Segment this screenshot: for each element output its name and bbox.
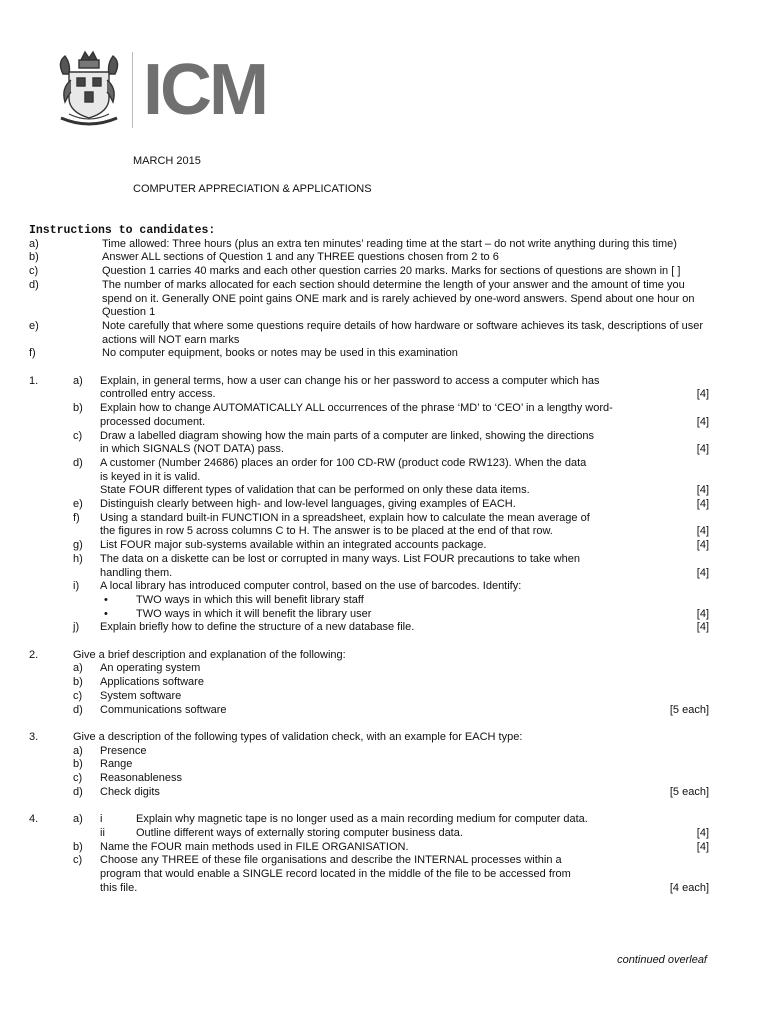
question-number: 2.: [29, 648, 39, 661]
marks-label: [4]: [696, 484, 709, 497]
marks-label: [5 each]: [669, 703, 709, 716]
marks-label: [4]: [696, 566, 709, 579]
question-part: b) Explain how to change AUTOMATICALLY ALL occurrences of the phrase ‘MD’ to ‘CEO’ in a lengthy word- processed document. [4]: [73, 402, 709, 428]
header-divider: [132, 52, 133, 128]
marks-label: [4]: [696, 840, 709, 853]
question-part: i) A local library has introduced computer control, based on the use of barcodes. Identify: • TWO ways in which this will benefit library staff • TWO ways in which it will benefit the library user [4]: [73, 580, 709, 620]
marks-label: [4]: [696, 539, 709, 552]
exam-session: MARCH 2015: [133, 155, 201, 167]
bullet-icon: •: [104, 607, 108, 620]
instructions-list: [29, 238, 709, 361]
question-1: [29, 375, 709, 635]
marks-label: [5 each]: [669, 785, 709, 798]
marks-label: [4]: [696, 607, 709, 620]
question-part: j) Explain briefly how to define the structure of a new database file. [4]: [73, 621, 709, 634]
marks-label: [4]: [696, 415, 709, 428]
marks-label: [4]: [696, 443, 709, 456]
instruction-item: a) Time allowed: Three hours (plus an extra ten minutes’ reading time at the start – do not write anything during this time): [29, 237, 677, 250]
marks-label: [4]: [696, 388, 709, 401]
instructions-title: Instructions to candidates:: [29, 224, 216, 237]
marks-label: [4]: [696, 621, 709, 634]
question-4: [29, 813, 709, 895]
instruction-item: f) No computer equipment, books or notes may be used in this examination: [29, 347, 458, 360]
question-part: c) Choose any THREE of these file organisations and describe the INTERNAL processes within a program that would enable a SINGLE record located in the middle of the file to be accessed from this file. [4 each]: [73, 854, 709, 894]
question-part: d) A customer (Number 24686) places an order for 100 CD-RW (product code RW123). When the data is keyed in it is valid. State FOUR different types of validation that can be performed on only these data items. [4]: [73, 456, 709, 497]
question-number: 3.: [29, 730, 39, 743]
instruction-item: b) Answer ALL sections of Question 1 and any THREE questions chosen from 2 to 6: [29, 251, 499, 264]
question-2: 2. Give a brief description and explanation of the following: a) An operating system b) Applications software c) System software d) Communications software [5 each]: [29, 648, 709, 716]
instruction-item: d) The number of marks allocated for each section should determine the length of your answer and the amount of time you spend on it. Generally ONE point gains ONE mark and is rarely achieved by one-word answers. Spend about one hour on Question 1: [29, 278, 695, 319]
marks-label: [4]: [696, 525, 709, 538]
logo-wordmark: ICM: [143, 50, 266, 130]
marks-label: [4]: [696, 826, 709, 839]
instruction-item: e) Note carefully that where some questions require details of how hardware or software achieves its task, descriptions of user actions will NOT earn marks: [29, 319, 704, 346]
exam-content: [29, 224, 709, 895]
continued-overleaf-note: continued overleaf: [617, 954, 707, 966]
marks-label: [4]: [696, 498, 709, 511]
question-part: b) Name the FOUR main methods used in FILE ORGANISATION. [4]: [73, 840, 709, 853]
question-part: 4. a) i Explain why magnetic tape is no longer used as a main recording medium for computer data. ii Outline different ways of externally storing computer business data. [4]: [29, 813, 709, 839]
question-number: 4.: [29, 813, 39, 826]
bullet-item: • TWO ways in which this will benefit library staff: [100, 594, 709, 608]
question-3: 3. Give a description of the following types of validation check, with an example for EACH type: a) Presence b) Range c) Reasonableness d) Check digits [5 each]: [29, 730, 709, 798]
marks-label: [4 each]: [669, 881, 709, 894]
question-number: 1.: [29, 374, 39, 387]
question-part: h) The data on a diskette can be lost or corrupted in many ways. List FOUR precautions to take when handling them. [4]: [73, 552, 709, 579]
exam-subject: COMPUTER APPRECIATION & APPLICATIONS: [133, 183, 372, 195]
bullet-icon: •: [104, 593, 108, 606]
question-part: 1. a) Explain, in general terms, how a user can change his or her password to access a computer which has controlled entry access. [4]: [29, 374, 709, 401]
question-part: c) Draw a labelled diagram showing how the main parts of a computer are linked, showing the directions in which SIGNALS (NOT DATA) pass. [4]: [73, 429, 709, 456]
question-part: e) Distinguish clearly between high- and low-level languages, giving examples of EACH. [4]: [73, 498, 709, 511]
crest-logo-icon: [55, 50, 123, 130]
question-part: g) List FOUR major sub-systems available within an integrated accounts package. [4]: [73, 539, 709, 552]
question-part: f) Using a standard built-in FUNCTION in a spreadsheet, explain how to calculate the mean average of the figures in row 5 across columns C to H. The answer is to be placed at the end of that row. [4]: [73, 511, 709, 538]
instruction-item: c) Question 1 carries 40 marks and each other question carries 20 marks. Marks for sections of questions are shown in [ ]: [29, 265, 681, 278]
bullet-item: • TWO ways in which it will benefit the library user [4]: [100, 608, 709, 622]
